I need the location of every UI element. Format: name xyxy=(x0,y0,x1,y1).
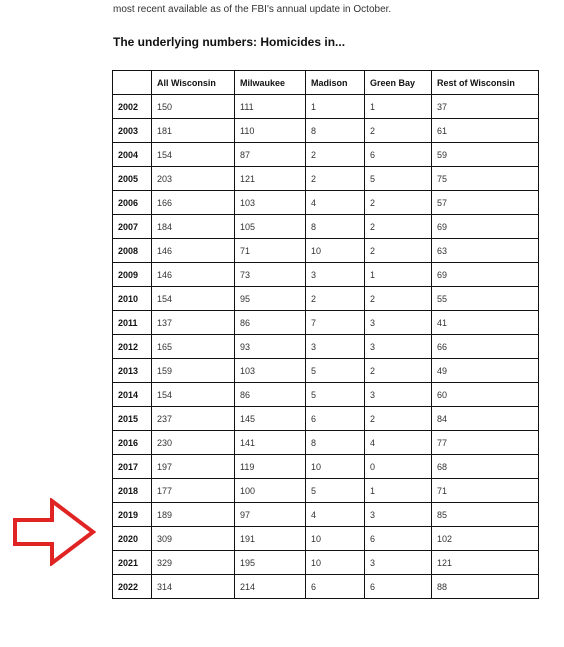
table-cell: 2 xyxy=(365,239,432,263)
table-cell: 154 xyxy=(152,383,235,407)
table-cell: 2 xyxy=(365,407,432,431)
table-row xyxy=(113,95,539,119)
table-row xyxy=(113,215,539,239)
table-cell: 314 xyxy=(152,575,235,599)
table-cell: 111 xyxy=(235,95,306,119)
table-row xyxy=(113,311,539,335)
row-year: 2019 xyxy=(113,503,152,527)
row-year: 2002 xyxy=(113,95,152,119)
table-cell: 63 xyxy=(432,239,539,263)
row-year: 2008 xyxy=(113,239,152,263)
table-cell: 66 xyxy=(432,335,539,359)
row-year: 2017 xyxy=(113,455,152,479)
table-cell: 141 xyxy=(235,431,306,455)
table-cell: 230 xyxy=(152,431,235,455)
table-cell: 3 xyxy=(306,335,365,359)
table-cell: 6 xyxy=(365,143,432,167)
row-year: 2018 xyxy=(113,479,152,503)
table-cell: 10 xyxy=(306,239,365,263)
table-cell: 86 xyxy=(235,383,306,407)
table-cell: 88 xyxy=(432,575,539,599)
table-cell: 71 xyxy=(235,239,306,263)
table-cell: 3 xyxy=(365,551,432,575)
table-cell: 191 xyxy=(235,527,306,551)
table-cell: 77 xyxy=(432,431,539,455)
table-cell: 68 xyxy=(432,455,539,479)
table-cell: 8 xyxy=(306,119,365,143)
table-cell: 61 xyxy=(432,119,539,143)
intro-text: most recent available as of the FBI's annual update in October. xyxy=(113,4,392,15)
row-year: 2004 xyxy=(113,143,152,167)
table-cell: 0 xyxy=(365,455,432,479)
table-row xyxy=(113,143,539,167)
column-header: All Wisconsin xyxy=(152,71,235,95)
row-year: 2011 xyxy=(113,311,152,335)
table-cell: 85 xyxy=(432,503,539,527)
table-cell: 3 xyxy=(365,311,432,335)
table-cell: 69 xyxy=(432,263,539,287)
table-cell: 84 xyxy=(432,407,539,431)
table-cell: 184 xyxy=(152,215,235,239)
row-year: 2005 xyxy=(113,167,152,191)
table-cell: 103 xyxy=(235,359,306,383)
table-row xyxy=(113,503,539,527)
table-cell: 55 xyxy=(432,287,539,311)
table-cell: 214 xyxy=(235,575,306,599)
table-cell: 2 xyxy=(365,287,432,311)
table-cell: 3 xyxy=(365,335,432,359)
table-row xyxy=(113,431,539,455)
table-cell: 329 xyxy=(152,551,235,575)
table-row xyxy=(113,239,539,263)
table-cell: 3 xyxy=(306,263,365,287)
table-cell: 97 xyxy=(235,503,306,527)
table-cell: 121 xyxy=(432,551,539,575)
table-cell: 197 xyxy=(152,455,235,479)
table-cell: 10 xyxy=(306,455,365,479)
table-cell: 69 xyxy=(432,215,539,239)
table-row xyxy=(113,191,539,215)
table-cell: 41 xyxy=(432,311,539,335)
table-row xyxy=(113,119,539,143)
table-body xyxy=(113,95,539,599)
table-cell: 166 xyxy=(152,191,235,215)
table-cell: 87 xyxy=(235,143,306,167)
table-cell: 73 xyxy=(235,263,306,287)
table-cell: 5 xyxy=(306,479,365,503)
table-cell: 3 xyxy=(365,383,432,407)
table-cell: 3 xyxy=(365,503,432,527)
table-cell: 159 xyxy=(152,359,235,383)
table-cell: 203 xyxy=(152,167,235,191)
table-cell: 137 xyxy=(152,311,235,335)
row-year: 2022 xyxy=(113,575,152,599)
table-cell: 189 xyxy=(152,503,235,527)
table-cell: 75 xyxy=(432,167,539,191)
table-cell: 7 xyxy=(306,311,365,335)
table-cell: 59 xyxy=(432,143,539,167)
table-cell: 237 xyxy=(152,407,235,431)
row-year: 2013 xyxy=(113,359,152,383)
table-cell: 102 xyxy=(432,527,539,551)
table-row xyxy=(113,263,539,287)
table-cell: 1 xyxy=(365,95,432,119)
homicides-table xyxy=(112,70,539,599)
column-header: Green Bay xyxy=(365,71,432,95)
table-row xyxy=(113,167,539,191)
row-year: 2016 xyxy=(113,431,152,455)
header-cell-corner xyxy=(113,71,152,95)
table-cell: 146 xyxy=(152,239,235,263)
row-year: 2010 xyxy=(113,287,152,311)
table-cell: 6 xyxy=(306,407,365,431)
column-header: Milwaukee xyxy=(235,71,306,95)
table-cell: 177 xyxy=(152,479,235,503)
table-header-row xyxy=(113,71,539,95)
table-row xyxy=(113,479,539,503)
row-year: 2015 xyxy=(113,407,152,431)
table-row xyxy=(113,359,539,383)
table-cell: 181 xyxy=(152,119,235,143)
table-row xyxy=(113,551,539,575)
table-cell: 154 xyxy=(152,287,235,311)
table-cell: 8 xyxy=(306,215,365,239)
right-arrow-icon xyxy=(12,498,96,566)
table-row xyxy=(113,287,539,311)
row-year: 2012 xyxy=(113,335,152,359)
row-year: 2003 xyxy=(113,119,152,143)
column-header: Madison xyxy=(306,71,365,95)
table-cell: 1 xyxy=(365,479,432,503)
table-cell: 1 xyxy=(306,95,365,119)
table-row xyxy=(113,383,539,407)
table-cell: 6 xyxy=(365,575,432,599)
table-cell: 105 xyxy=(235,215,306,239)
table-cell: 121 xyxy=(235,167,306,191)
arrow-outline xyxy=(15,501,93,563)
table-row xyxy=(113,527,539,551)
table-cell: 1 xyxy=(365,263,432,287)
table-cell: 195 xyxy=(235,551,306,575)
table-cell: 5 xyxy=(306,359,365,383)
table-cell: 60 xyxy=(432,383,539,407)
table-cell: 6 xyxy=(306,575,365,599)
table-cell: 2 xyxy=(365,359,432,383)
table-cell: 119 xyxy=(235,455,306,479)
table-row xyxy=(113,455,539,479)
section-title: The underlying numbers: Homicides in... xyxy=(113,35,346,49)
table-cell: 309 xyxy=(152,527,235,551)
table-row xyxy=(113,407,539,431)
table-cell: 93 xyxy=(235,335,306,359)
table-cell: 5 xyxy=(365,167,432,191)
table-cell: 154 xyxy=(152,143,235,167)
table-cell: 4 xyxy=(306,503,365,527)
column-header: Rest of Wisconsin xyxy=(432,71,539,95)
table-cell: 103 xyxy=(235,191,306,215)
row-year: 2020 xyxy=(113,527,152,551)
row-year: 2014 xyxy=(113,383,152,407)
table-cell: 4 xyxy=(365,431,432,455)
row-year: 2009 xyxy=(113,263,152,287)
table-cell: 71 xyxy=(432,479,539,503)
table-cell: 10 xyxy=(306,551,365,575)
table-cell: 110 xyxy=(235,119,306,143)
table-cell: 165 xyxy=(152,335,235,359)
table-row xyxy=(113,335,539,359)
table-cell: 57 xyxy=(432,191,539,215)
table-cell: 150 xyxy=(152,95,235,119)
table-cell: 2 xyxy=(306,287,365,311)
table-cell: 2 xyxy=(365,215,432,239)
row-year: 2007 xyxy=(113,215,152,239)
table-cell: 2 xyxy=(306,167,365,191)
table-cell: 100 xyxy=(235,479,306,503)
table-cell: 37 xyxy=(432,95,539,119)
table-cell: 2 xyxy=(306,143,365,167)
table-cell: 5 xyxy=(306,383,365,407)
row-year: 2021 xyxy=(113,551,152,575)
table-cell: 2 xyxy=(365,119,432,143)
table-cell: 6 xyxy=(365,527,432,551)
table-cell: 4 xyxy=(306,191,365,215)
row-year: 2006 xyxy=(113,191,152,215)
table-cell: 146 xyxy=(152,263,235,287)
table-cell: 95 xyxy=(235,287,306,311)
table-cell: 86 xyxy=(235,311,306,335)
table-cell: 8 xyxy=(306,431,365,455)
table-row xyxy=(113,575,539,599)
table-cell: 145 xyxy=(235,407,306,431)
table-cell: 2 xyxy=(365,191,432,215)
table-cell: 10 xyxy=(306,527,365,551)
table-cell: 49 xyxy=(432,359,539,383)
